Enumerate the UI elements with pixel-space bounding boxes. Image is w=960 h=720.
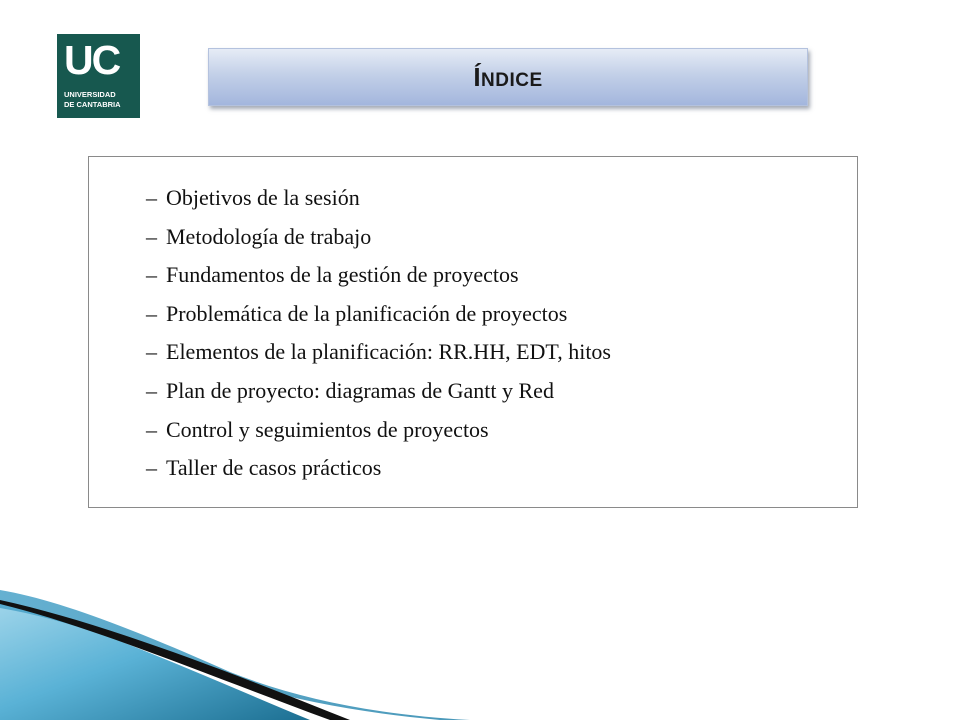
bullet-dash: – — [146, 300, 157, 326]
agenda-item — [146, 297, 611, 336]
page-title — [473, 62, 542, 93]
agenda-list — [146, 181, 611, 490]
agenda-item-text: Control y seguimientos de proyectos — [166, 416, 489, 442]
bullet-dash: – — [146, 339, 157, 365]
agenda-item — [146, 374, 611, 413]
logo-text-line2: DE CANTABRIA — [64, 100, 121, 109]
title-banner — [208, 48, 808, 106]
wave-decoration — [0, 560, 480, 720]
university-logo — [57, 34, 140, 118]
content-box — [88, 156, 858, 508]
agenda-item — [146, 258, 611, 297]
wave-light-band — [0, 602, 310, 720]
bullet-dash: – — [146, 455, 157, 481]
bullet-dash: – — [146, 223, 157, 249]
agenda-item — [146, 451, 611, 490]
agenda-item — [146, 220, 611, 259]
agenda-item-text: Problemática de la planificación de proyectos — [166, 300, 568, 326]
agenda-item — [146, 335, 611, 374]
bullet-dash: – — [146, 377, 157, 403]
agenda-item — [146, 181, 611, 220]
agenda-item-text: Taller de casos prácticos — [166, 455, 382, 481]
agenda-item — [146, 413, 611, 452]
bullet-dash: – — [146, 185, 157, 210]
agenda-item-text: Plan de proyecto: diagramas de Gantt y Red — [166, 377, 554, 403]
title-initial: Í — [473, 61, 482, 92]
agenda-item-text: Fundamentos de la gestión de proyectos — [166, 262, 519, 288]
title-rest: NDICE — [481, 69, 543, 91]
logo-mark: UC — [64, 37, 120, 83]
agenda-item-text: Objetivos de la sesión — [166, 185, 360, 210]
logo-text-line1: UNIVERSIDAD — [64, 90, 116, 99]
bullet-dash: – — [146, 262, 157, 288]
agenda-item-text: Metodología de trabajo — [166, 223, 372, 249]
agenda-item-text: Elementos de la planificación: RR.HH, EDT, hitos — [166, 339, 611, 365]
bullet-dash: – — [146, 416, 157, 442]
